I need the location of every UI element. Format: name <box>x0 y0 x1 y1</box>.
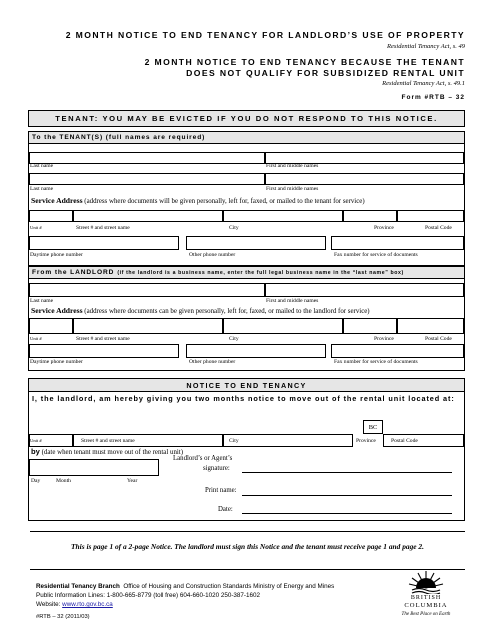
tenant-first-name-2-field[interactable] <box>265 173 464 185</box>
page-note: This is page 1 of a 2-page Notice. The landlord must sign this Notice and the tenant must receive page 1 and page 2. <box>71 542 424 551</box>
notice-move-out-date-field[interactable] <box>29 459 159 476</box>
tenant-day-phone-field[interactable] <box>29 236 179 250</box>
page-note-divider <box>30 531 465 532</box>
landlord-fax-caption: Fax number for service of documents <box>334 359 418 365</box>
notice-postal-caption: Postal Code <box>391 438 418 444</box>
tenant-service-address-label: Service Address (address where documents will be given personally, left for, faxed, or mailed to the tenant for service) <box>31 196 365 205</box>
landlord-last-name-caption: Last name <box>30 298 54 304</box>
landlord-street-field[interactable] <box>73 318 223 334</box>
notice-intro-text: I, the landlord, am hereby giving you two months notice to move out of the rental unit located at: <box>32 394 455 403</box>
signature-label-line2: signature: <box>203 465 230 472</box>
landlord-city-field[interactable] <box>223 318 343 334</box>
landlord-unit-field[interactable] <box>29 318 73 334</box>
notice-year-caption: Year <box>127 478 138 484</box>
tenant-section <box>28 131 465 266</box>
print-name-field[interactable] <box>242 484 452 496</box>
tenant-other-phone-field[interactable] <box>186 236 326 250</box>
notice-section-heading: NOTICE TO END TENANCY <box>29 379 464 392</box>
tenant-section-heading: To the TENANT(S) (full names are required) <box>29 132 464 144</box>
landlord-section <box>28 266 465 371</box>
tenant-first-name-1-caption: First and middle names <box>266 163 319 169</box>
notice-city-caption: City <box>229 438 239 444</box>
bc-logo-tagline: The Best Place on Earth <box>401 612 451 617</box>
notice-city-field[interactable] <box>223 434 353 447</box>
bc-logo-text-line1: BRITISH <box>410 595 442 601</box>
bc-sun-logo <box>406 568 446 594</box>
form-title-landlord-use: 2 MONTH NOTICE TO END TENANCY FOR LANDLORD’S USE OF PROPERTY <box>65 30 465 40</box>
landlord-unit-caption: Unit # <box>30 336 42 341</box>
tenant-first-name-2-caption: First and middle names <box>266 186 319 192</box>
landlord-other-phone-caption: Other phone number <box>189 359 236 365</box>
print-name-label: Print name: <box>205 487 237 494</box>
landlord-postal-caption: Postal Code <box>425 336 452 342</box>
notice-province-caption: Province <box>356 438 376 444</box>
signature-date-field[interactable] <box>242 502 452 514</box>
tenant-city-caption: City <box>229 225 239 231</box>
footer-website-line: Website: www.rto.gov.bc.ca <box>36 601 113 608</box>
landlord-other-phone-field[interactable] <box>186 344 326 358</box>
notice-month-caption: Month <box>56 478 71 484</box>
footer-branch-line: Residential Tenancy Branch Office of Housing and Construction Standards Ministry of Energy and Mines <box>36 583 335 590</box>
form-number: Form #RTB – 32 <box>401 94 465 101</box>
notice-section <box>28 378 465 521</box>
tenant-postal-caption: Postal Code <box>425 225 452 231</box>
tenant-fax-field[interactable] <box>331 236 464 250</box>
tenant-last-name-1-field[interactable] <box>29 152 265 164</box>
landlord-day-phone-caption: Daytime phone number <box>30 359 83 365</box>
landlord-province-field[interactable] <box>343 318 397 334</box>
tenant-last-name-2-field[interactable] <box>29 173 265 185</box>
landlord-last-name-field[interactable] <box>29 283 265 297</box>
tenant-postal-field[interactable] <box>397 210 464 222</box>
landlord-fax-field[interactable] <box>331 344 464 358</box>
tenant-city-field[interactable] <box>223 210 343 222</box>
website-link[interactable]: www.rto.gov.bc.ca <box>62 601 113 608</box>
landlord-signature-field[interactable] <box>242 461 452 473</box>
act-citation-s49: Residential Tenancy Act, s. 49 <box>387 43 465 50</box>
tenant-fax-caption: Fax number for service of documents <box>334 252 418 258</box>
tenant-other-phone-caption: Other phone number <box>189 252 236 258</box>
notice-move-out-by-label: by (date when tenant must move out of the rental unit) <box>31 447 184 456</box>
date-label: Date: <box>218 506 233 513</box>
tenant-street-caption: Street # and street name <box>76 225 130 231</box>
tenant-province-caption: Province <box>374 225 394 231</box>
signature-label-line1: Landlord’s or Agent’s <box>173 455 233 462</box>
notice-street-caption: Street # and street name <box>81 438 135 444</box>
landlord-day-phone-field[interactable] <box>29 344 179 358</box>
landlord-city-caption: City <box>229 336 239 342</box>
landlord-first-name-field[interactable] <box>265 283 464 297</box>
eviction-warning-banner: TENANT: YOU MAY BE EVICTED IF YOU DO NOT RESPOND TO THIS NOTICE. <box>28 110 465 127</box>
landlord-street-caption: Street # and street name <box>76 336 130 342</box>
landlord-postal-field[interactable] <box>397 318 464 334</box>
landlord-first-name-caption: First and middle names <box>266 298 319 304</box>
notice-day-caption: Day <box>31 478 41 484</box>
landlord-service-address-label: Service Address (address where documents can be given personally, left for, faxed, or mailed to the landlord for service) <box>31 306 370 315</box>
form-title-subsidized-line1: 2 MONTH NOTICE TO END TENANCY BECAUSE THE TENANT <box>144 57 465 67</box>
footer-form-code: #RTB – 32 (2011/03) <box>36 614 90 620</box>
bc-logo-text-line2: COLUMBIA <box>404 602 448 609</box>
tenant-street-field[interactable] <box>73 210 223 222</box>
tenant-last-name-1-caption: Last name <box>30 163 54 169</box>
footer-divider <box>30 569 465 570</box>
tenant-last-name-2-caption: Last name <box>30 186 54 192</box>
tenant-unit-caption: Unit # <box>30 225 42 230</box>
landlord-section-heading: From the LANDLORD (if the landlord is a business name, enter the full legal business name in the “last name” box) <box>29 267 464 279</box>
act-citation-s49-1: Residential Tenancy Act, s. 49.1 <box>382 80 465 87</box>
landlord-province-caption: Province <box>374 336 394 342</box>
footer-phones: Public Information Lines: 1-800-665-8779 (toll free) 604-660-1020 250-387-1602 <box>36 592 261 599</box>
notice-province-field[interactable]: BC <box>363 420 383 434</box>
form-title-subsidized-line2: DOES NOT QUALIFY FOR SUBSIDIZED RENTAL UNIT <box>186 68 465 78</box>
notice-unit-caption: Unit # <box>30 438 42 443</box>
tenant-province-field[interactable] <box>343 210 397 222</box>
tenant-day-phone-caption: Daytime phone number <box>30 252 83 258</box>
tenant-unit-field[interactable] <box>29 210 73 222</box>
